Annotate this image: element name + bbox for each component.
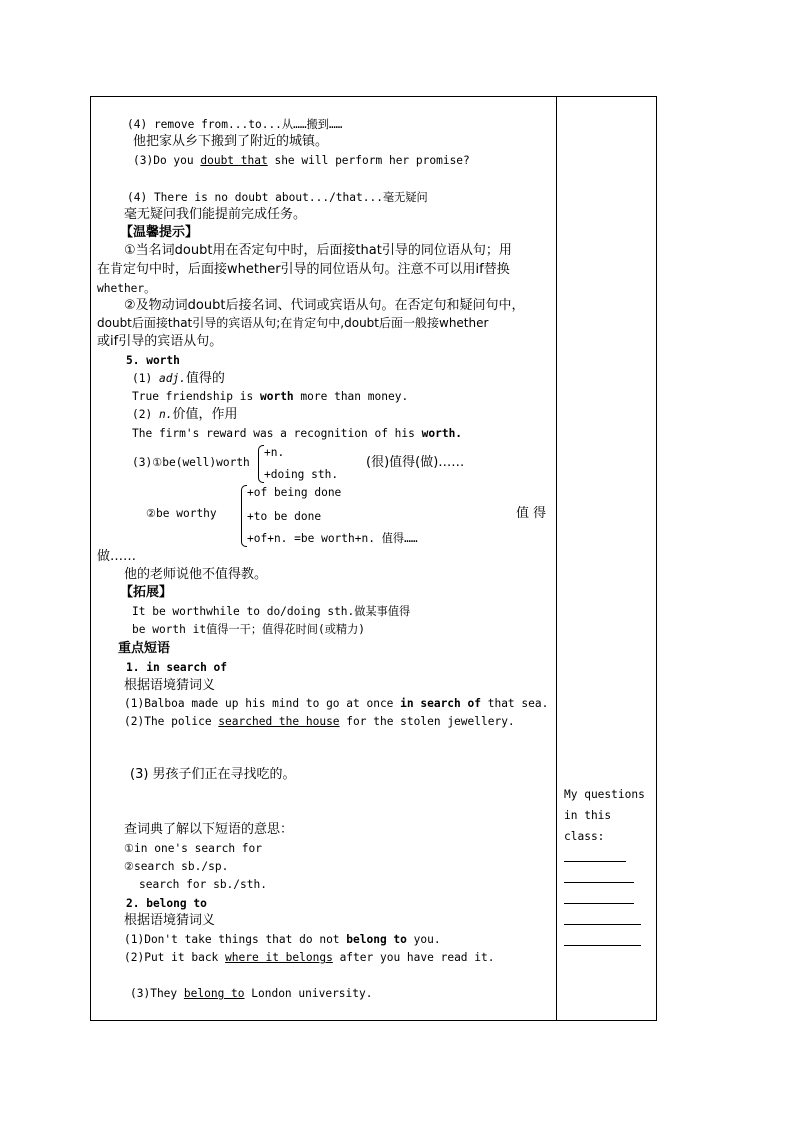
text: ①当名词doubt用在否定句中时，后面接that引导的同位语从句；用 bbox=[124, 243, 512, 258]
text: My questions bbox=[564, 788, 645, 801]
extension-heading bbox=[120, 585, 172, 600]
questions-label-2 bbox=[564, 808, 611, 823]
text: It be worthwhile to do/doing sth.做某事值得 bbox=[132, 605, 411, 618]
text: (3) 男孩子们正在寻找吃的。 bbox=[130, 767, 296, 782]
phrase-1-example-2 bbox=[124, 714, 515, 729]
pattern-2-meaning bbox=[516, 506, 546, 521]
worth-heading bbox=[126, 353, 180, 368]
pattern-1-meaning bbox=[366, 455, 464, 470]
pos-label: n. bbox=[158, 408, 173, 421]
text: +to be done bbox=[247, 510, 322, 523]
text: +of+n. =be worth+n. 值得…… bbox=[247, 532, 418, 545]
phrase-2-instruction bbox=[124, 913, 215, 928]
text: ②be worthy bbox=[146, 507, 217, 520]
questions-label-3 bbox=[564, 829, 604, 844]
keyword: worth. bbox=[421, 427, 463, 440]
answer-line bbox=[564, 861, 626, 862]
phrase-2-example-1 bbox=[124, 932, 441, 947]
extension-1 bbox=[132, 604, 410, 619]
worth-pattern-2 bbox=[146, 506, 217, 521]
tip-2-line-2 bbox=[97, 316, 488, 331]
key-phrases-heading bbox=[118, 641, 170, 656]
text: 他的老师说他不值得教。 bbox=[124, 567, 268, 582]
phrase-1-instruction bbox=[124, 678, 215, 693]
text: +of being done bbox=[247, 486, 342, 499]
underlined-phrase: belong to bbox=[183, 987, 245, 1000]
text: +n. bbox=[264, 446, 285, 459]
text: True friendship is bbox=[132, 390, 260, 403]
worth-adj bbox=[132, 371, 225, 386]
text: (3)①be(well)worth bbox=[132, 456, 250, 469]
text: 值得的 bbox=[185, 371, 225, 386]
tip-heading bbox=[120, 225, 198, 240]
text: (1)Don't take things that do not bbox=[124, 933, 347, 946]
text: doubt后面接that引导的宾语从句;在肯定句中,doubt后面一般接whether bbox=[97, 316, 489, 330]
answer-line bbox=[564, 882, 634, 883]
dictionary-phrase-1 bbox=[124, 841, 262, 856]
tip-1-line-3 bbox=[97, 281, 155, 296]
text: ②及物动词doubt后接名词、代词或宾语从句。在否定句和疑问句中， bbox=[124, 298, 525, 313]
pattern-1-option-1 bbox=[264, 445, 284, 460]
phrase-1-example-3 bbox=[130, 767, 296, 782]
text: 或if引导的宾语从句。 bbox=[97, 334, 223, 349]
text: 做…… bbox=[97, 549, 137, 564]
text: in this bbox=[564, 809, 612, 822]
keyword: worth bbox=[259, 390, 294, 403]
doubt-example bbox=[133, 153, 470, 168]
tip-2-line-3 bbox=[97, 334, 222, 349]
pattern-2-meaning-cont bbox=[97, 549, 136, 564]
text: (1) bbox=[132, 372, 159, 385]
extension-2 bbox=[132, 622, 365, 637]
answer-line bbox=[564, 945, 641, 946]
translate-sentence-3 bbox=[124, 567, 267, 582]
underlined-phrase: searched the house bbox=[218, 715, 340, 728]
text: The firm's reward was a recognition of his bbox=[132, 427, 422, 440]
text: London university. bbox=[244, 987, 373, 1000]
pattern-2-option-3 bbox=[247, 531, 418, 546]
dictionary-instruction bbox=[124, 822, 293, 837]
text: 毫无疑问我们能提前完成任务。 bbox=[124, 207, 307, 222]
text: after you have read it. bbox=[332, 951, 495, 964]
pattern-2-option-1 bbox=[247, 485, 341, 500]
phrase-1-example-1 bbox=[124, 696, 548, 711]
text: (1)Balboa made up his mind to go at once bbox=[124, 697, 401, 710]
text: more than money. bbox=[293, 390, 409, 403]
text: (4) remove from...to...从……搬到…… bbox=[127, 118, 343, 131]
text: 1. in search of bbox=[126, 661, 228, 674]
text: 查词典了解以下短语的意思： bbox=[124, 822, 294, 837]
phrase-2-example-2 bbox=[124, 950, 494, 965]
worth-noun-example bbox=[132, 426, 462, 441]
text: 值 得 bbox=[516, 506, 547, 521]
answer-line bbox=[564, 903, 634, 904]
dictionary-phrase-3 bbox=[139, 877, 267, 892]
text: 5. worth bbox=[126, 354, 180, 367]
column-divider bbox=[556, 96, 557, 1021]
tip-1-line-2 bbox=[97, 262, 510, 277]
text: (很)值得(做)…… bbox=[366, 455, 465, 470]
phrase-2-heading bbox=[126, 896, 207, 911]
text: you. bbox=[406, 933, 441, 946]
text: 重点短语 bbox=[118, 641, 171, 656]
text: 根据语境猜词义 bbox=[124, 913, 216, 928]
text: 【温馨提示】 bbox=[120, 225, 199, 240]
item-no-doubt bbox=[127, 190, 428, 205]
text: 在肯定句中时，后面接whether引导的同位语从句。注意不可以用if替换 bbox=[97, 262, 510, 277]
text: (2)The police bbox=[124, 715, 219, 728]
text: 他把家从乡下搬到了附近的城镇。 bbox=[133, 134, 329, 149]
item-remove-from bbox=[127, 117, 342, 132]
worth-pattern-1 bbox=[132, 455, 250, 470]
dictionary-phrase-2 bbox=[124, 859, 228, 874]
text: ②search sb./sp. bbox=[124, 860, 229, 873]
worth-noun bbox=[132, 407, 237, 422]
translate-sentence-2 bbox=[124, 207, 306, 222]
text: search for sb./sth. bbox=[139, 878, 267, 891]
phrase-1-heading bbox=[126, 660, 227, 675]
underlined-phrase: doubt that bbox=[200, 154, 268, 167]
text: class: bbox=[564, 830, 605, 843]
text: 2. belong to bbox=[126, 897, 207, 910]
text: 根据语境猜词义 bbox=[124, 678, 216, 693]
text: be worth it值得一干；值得花时间(或精力) bbox=[132, 623, 365, 636]
text: (3)They bbox=[130, 987, 184, 1000]
questions-label-1 bbox=[564, 787, 645, 802]
text: +doing sth. bbox=[264, 468, 339, 481]
text: (2) bbox=[132, 408, 159, 421]
text: she will perform her promise? bbox=[267, 154, 470, 167]
text: for the stolen jewellery. bbox=[339, 715, 515, 728]
text: 【拓展】 bbox=[120, 585, 173, 600]
worth-adj-example bbox=[132, 389, 408, 404]
answer-line bbox=[564, 924, 641, 925]
text: whether。 bbox=[97, 282, 156, 295]
keyword: in search of bbox=[400, 697, 481, 710]
text: (4) There is no doubt about.../that...毫无疑问 bbox=[127, 191, 428, 204]
pattern-1-option-2 bbox=[264, 467, 338, 482]
pattern-2-option-2 bbox=[247, 509, 321, 524]
text: ①in one's search for bbox=[124, 842, 263, 855]
text: 价值，作用 bbox=[172, 407, 238, 422]
text: (3)Do you bbox=[133, 154, 201, 167]
phrase-2-example-3 bbox=[130, 986, 373, 1001]
tip-1-line-1 bbox=[124, 243, 512, 258]
translate-sentence-1 bbox=[133, 134, 328, 149]
tip-2-line-1 bbox=[124, 298, 524, 313]
text: that sea. bbox=[480, 697, 549, 710]
keyword: belong to bbox=[346, 933, 407, 946]
text: (2)Put it back bbox=[124, 951, 226, 964]
underlined-phrase: where it belongs bbox=[225, 951, 333, 964]
pos-label: adj. bbox=[158, 372, 186, 385]
